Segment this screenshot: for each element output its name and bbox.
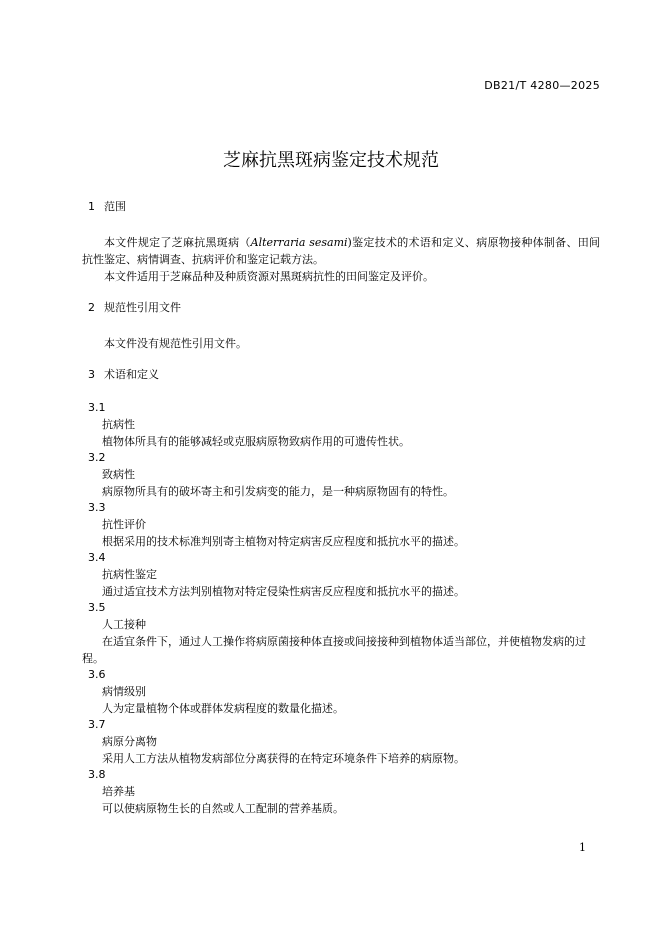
term-entry xyxy=(82,767,600,817)
term-definition: 人为定量植物个体或群体发病程度的数量化描述。 xyxy=(102,702,344,715)
term-name: 人工接种 xyxy=(102,618,146,631)
term-number: 3.4 xyxy=(88,551,106,564)
section-title: 规范性引用文件 xyxy=(104,301,181,314)
term-entry xyxy=(82,550,600,600)
term-number: 3.6 xyxy=(88,668,106,681)
term-number: 3.5 xyxy=(88,601,106,614)
section-title: 术语和定义 xyxy=(104,368,159,381)
document-body xyxy=(82,200,600,817)
term-definition: 根据采用的技术标准判别寄主植物对特定病害反应程度和抵抗水平的描述。 xyxy=(102,535,465,548)
section-number: 3 xyxy=(88,368,95,381)
scope-text-pre: 本文件规定了芝麻抗黑斑病（ xyxy=(104,236,251,249)
term-name: 抗性评价 xyxy=(102,518,146,531)
scope-paragraph-2: 本文件适用于芝麻品种及种质资源对黑斑病抗性的田间鉴定及评价。 xyxy=(104,270,434,283)
term-name: 抗病性 xyxy=(102,418,135,431)
term-entry xyxy=(82,450,600,500)
term-definition: 病原物所具有的破坏寄主和引发病变的能力，是一种病原物固有的特性。 xyxy=(102,485,454,498)
term-entry xyxy=(82,500,600,550)
document-title: 芝麻抗黑斑病鉴定技术规范 xyxy=(223,150,439,171)
section-number: 2 xyxy=(88,301,95,314)
term-name: 病原分离物 xyxy=(102,735,157,748)
section-number: 1 xyxy=(88,200,95,213)
refs-paragraph: 本文件没有规范性引用文件。 xyxy=(104,337,247,350)
term-number: 3.1 xyxy=(88,401,106,414)
term-entry xyxy=(82,667,600,717)
section-title: 范围 xyxy=(104,200,126,213)
scope-text-post: )鉴定技术的术语和定义、病原物接种体制备、田间抗性鉴定、病情调查、抗病评价和鉴定记载方法。 xyxy=(82,236,601,266)
term-entry xyxy=(82,717,600,767)
term-name: 培养基 xyxy=(102,785,135,798)
term-definition: 通过适宜技术方法判别植物对特定侵染性病害反应程度和抵抗水平的描述。 xyxy=(102,585,465,598)
term-entry xyxy=(82,600,600,667)
scope-paragraph-1 xyxy=(82,234,600,268)
term-definition: 可以使病原物生长的自然或人工配制的营养基质。 xyxy=(102,802,344,815)
section-heading-refs xyxy=(88,301,600,315)
section-heading-terms xyxy=(88,368,600,382)
term-entry xyxy=(82,400,600,450)
term-definition: 在适宜条件下，通过人工操作将病原菌接种体直接或间接接种到植物体适当部位，并使植物发病的过程。 xyxy=(82,635,586,665)
term-number: 3.3 xyxy=(88,501,106,514)
section-heading-scope xyxy=(88,200,600,214)
term-name: 致病性 xyxy=(102,468,135,481)
term-definition: 植物体所具有的能够减轻或克服病原物致病作用的可遗传性状。 xyxy=(102,435,410,448)
standard-code: DB21/T 4280—2025 xyxy=(484,79,600,92)
page-number: 1 xyxy=(579,841,586,854)
pathogen-latin-name: Alterraria sesami xyxy=(250,236,348,249)
term-name: 抗病性鉴定 xyxy=(102,568,157,581)
term-name: 病情级别 xyxy=(102,685,146,698)
term-definition: 采用人工方法从植物发病部位分离获得的在特定环境条件下培养的病原物。 xyxy=(102,752,465,765)
term-number: 3.2 xyxy=(88,451,106,464)
term-number: 3.8 xyxy=(88,768,106,781)
term-number: 3.7 xyxy=(88,718,106,731)
